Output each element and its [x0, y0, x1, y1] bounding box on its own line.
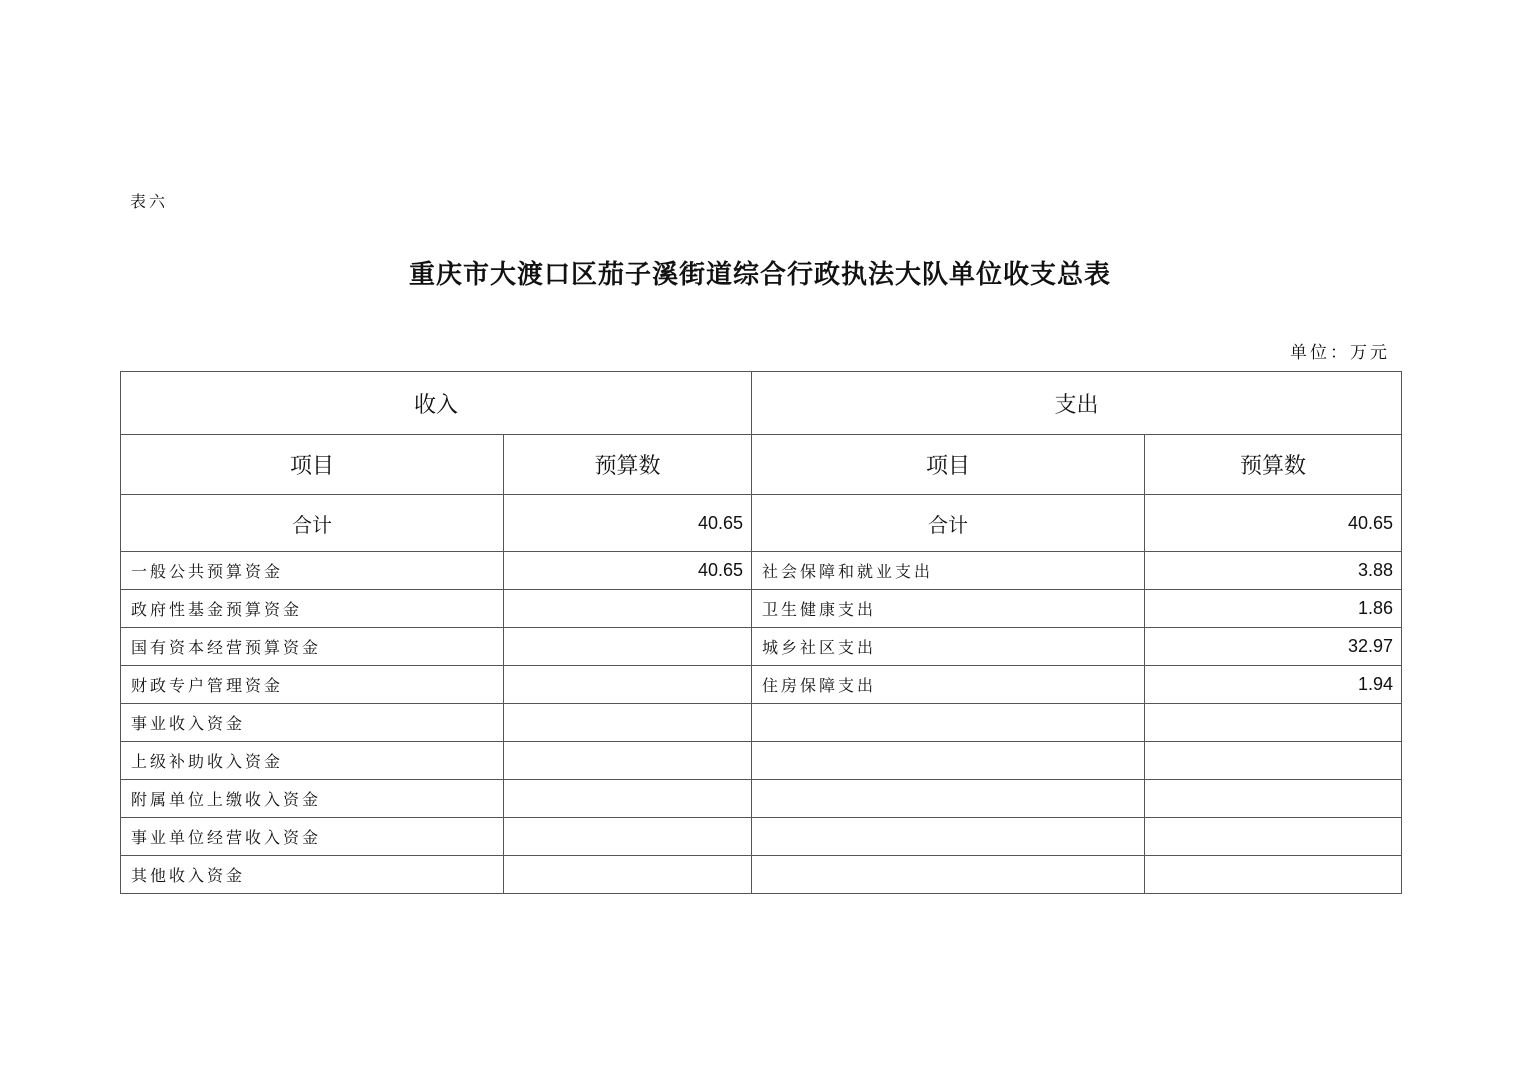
income-value: 40.65	[504, 552, 752, 590]
income-value	[504, 818, 752, 856]
income-value	[504, 856, 752, 894]
income-total-label: 合计	[121, 495, 504, 552]
income-value	[504, 704, 752, 742]
expense-total-label: 合计	[752, 495, 1145, 552]
expense-item: 卫生健康支出	[752, 590, 1145, 628]
income-item-column-header: 项目	[121, 435, 504, 495]
income-item: 政府性基金预算资金	[121, 590, 504, 628]
table-row	[121, 818, 1402, 856]
income-item: 其他收入资金	[121, 856, 504, 894]
table-row	[121, 628, 1402, 666]
expense-item: 住房保障支出	[752, 666, 1145, 704]
table-row	[121, 552, 1402, 590]
expense-item	[752, 856, 1145, 894]
table-header-main	[121, 372, 1402, 435]
expense-item	[752, 704, 1145, 742]
expense-value: 3.88	[1145, 552, 1402, 590]
expense-total-value: 40.65	[1145, 495, 1402, 552]
income-item: 事业收入资金	[121, 704, 504, 742]
income-header: 收入	[121, 372, 752, 435]
table-row	[121, 590, 1402, 628]
table-row	[121, 856, 1402, 894]
expense-value: 1.94	[1145, 666, 1402, 704]
expense-item: 城乡社区支出	[752, 628, 1145, 666]
income-budget-column-header: 预算数	[504, 435, 752, 495]
table-row	[121, 742, 1402, 780]
expense-item	[752, 742, 1145, 780]
expense-header: 支出	[752, 372, 1402, 435]
income-item: 事业单位经营收入资金	[121, 818, 504, 856]
income-value	[504, 590, 752, 628]
expense-item-column-header: 项目	[752, 435, 1145, 495]
income-value	[504, 628, 752, 666]
income-total-value: 40.65	[504, 495, 752, 552]
income-expense-summary-table	[120, 371, 1402, 894]
table-row	[121, 780, 1402, 818]
expense-value	[1145, 818, 1402, 856]
expense-item: 社会保障和就业支出	[752, 552, 1145, 590]
income-item: 财政专户管理资金	[121, 666, 504, 704]
table-row	[121, 666, 1402, 704]
expense-item	[752, 780, 1145, 818]
total-row	[121, 495, 1402, 552]
income-item: 国有资本经营预算资金	[121, 628, 504, 666]
expense-value	[1145, 704, 1402, 742]
expense-value	[1145, 856, 1402, 894]
table-number-label: 表六	[130, 192, 169, 211]
expense-item	[752, 818, 1145, 856]
expense-value: 32.97	[1145, 628, 1402, 666]
income-item: 附属单位上缴收入资金	[121, 780, 504, 818]
document-title: 重庆市大渡口区茄子溪街道综合行政执法大队单位收支总表	[408, 260, 1111, 290]
unit-label: 单位：万元	[1290, 343, 1390, 363]
expense-value	[1145, 742, 1402, 780]
income-value	[504, 742, 752, 780]
expense-budget-column-header: 预算数	[1145, 435, 1402, 495]
expense-value: 1.86	[1145, 590, 1402, 628]
income-value	[504, 666, 752, 704]
income-item: 一般公共预算资金	[121, 552, 504, 590]
income-value	[504, 780, 752, 818]
table-row	[121, 704, 1402, 742]
income-item: 上级补助收入资金	[121, 742, 504, 780]
table-header-columns	[121, 435, 1402, 495]
expense-value	[1145, 780, 1402, 818]
